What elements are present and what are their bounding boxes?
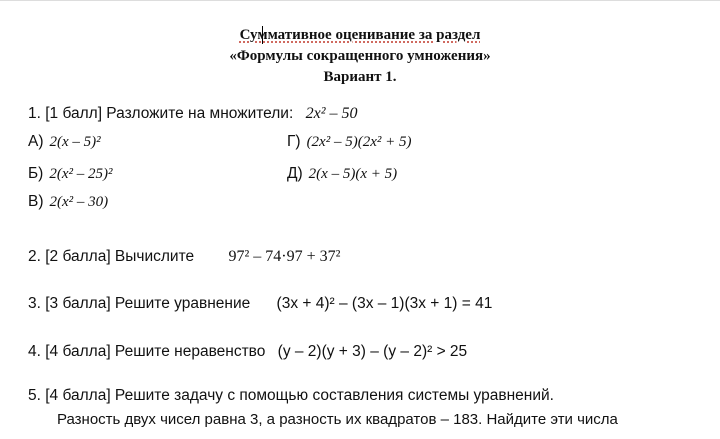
question-1-expression: 2x² – 50 — [305, 105, 358, 122]
option-d — [287, 165, 397, 183]
question-3-text: 3. [3 балла] Решите уравнение — [28, 295, 251, 312]
option-g-expression: (2x² – 5)(2x² + 5) — [306, 134, 412, 150]
option-d-expression: 2(x – 5)(x + 5) — [308, 166, 398, 182]
option-g — [287, 133, 411, 151]
question-5 — [28, 387, 554, 405]
question-2-text: 2. [2 балла] Вычислите — [28, 248, 195, 265]
header-title: Суммативное оценивание за раздел — [239, 27, 481, 43]
question-5-problem-text: Разность двух чисел равна 3, а разность их квадратов – 183. Найдите эти числа — [57, 411, 618, 428]
question-1-text: 1. [1 балл] Разложите на множители: — [28, 105, 294, 122]
question-1 — [28, 105, 358, 123]
document-header — [200, 25, 520, 88]
question-4-expression: (y – 2)(y + 3) – (y – 2)² > 25 — [277, 343, 468, 360]
header-section: «Формулы сокращенного умножения» — [229, 48, 491, 64]
question-2-expression: 97² – 74·97 + 37² — [228, 248, 341, 265]
header-variant: Вариант 1. — [323, 69, 397, 85]
option-v — [28, 193, 108, 211]
option-b-expression: 2(x² – 25)² — [49, 166, 113, 182]
option-a — [28, 133, 101, 151]
question-4-text: 4. [4 балла] Решите неравенство — [28, 343, 266, 360]
question-5-problem — [57, 411, 618, 428]
question-4 — [28, 343, 467, 361]
option-a-expression: 2(x – 5)² — [49, 134, 101, 150]
option-g-label: Г) — [287, 133, 301, 150]
option-b — [28, 165, 113, 183]
question-5-text: 5. [4 балла] Решите задачу с помощью составления системы уравнений. — [28, 387, 554, 404]
question-3-expression: (3x + 4)² – (3x – 1)(3x + 1) = 41 — [276, 295, 493, 312]
option-v-expression: 2(x² – 30) — [49, 194, 109, 210]
question-2 — [28, 248, 340, 266]
option-b-label: Б) — [28, 165, 44, 182]
question-3 — [28, 295, 492, 313]
option-a-label: А) — [28, 133, 44, 150]
option-v-label: В) — [28, 193, 44, 210]
option-d-label: Д) — [287, 165, 303, 182]
